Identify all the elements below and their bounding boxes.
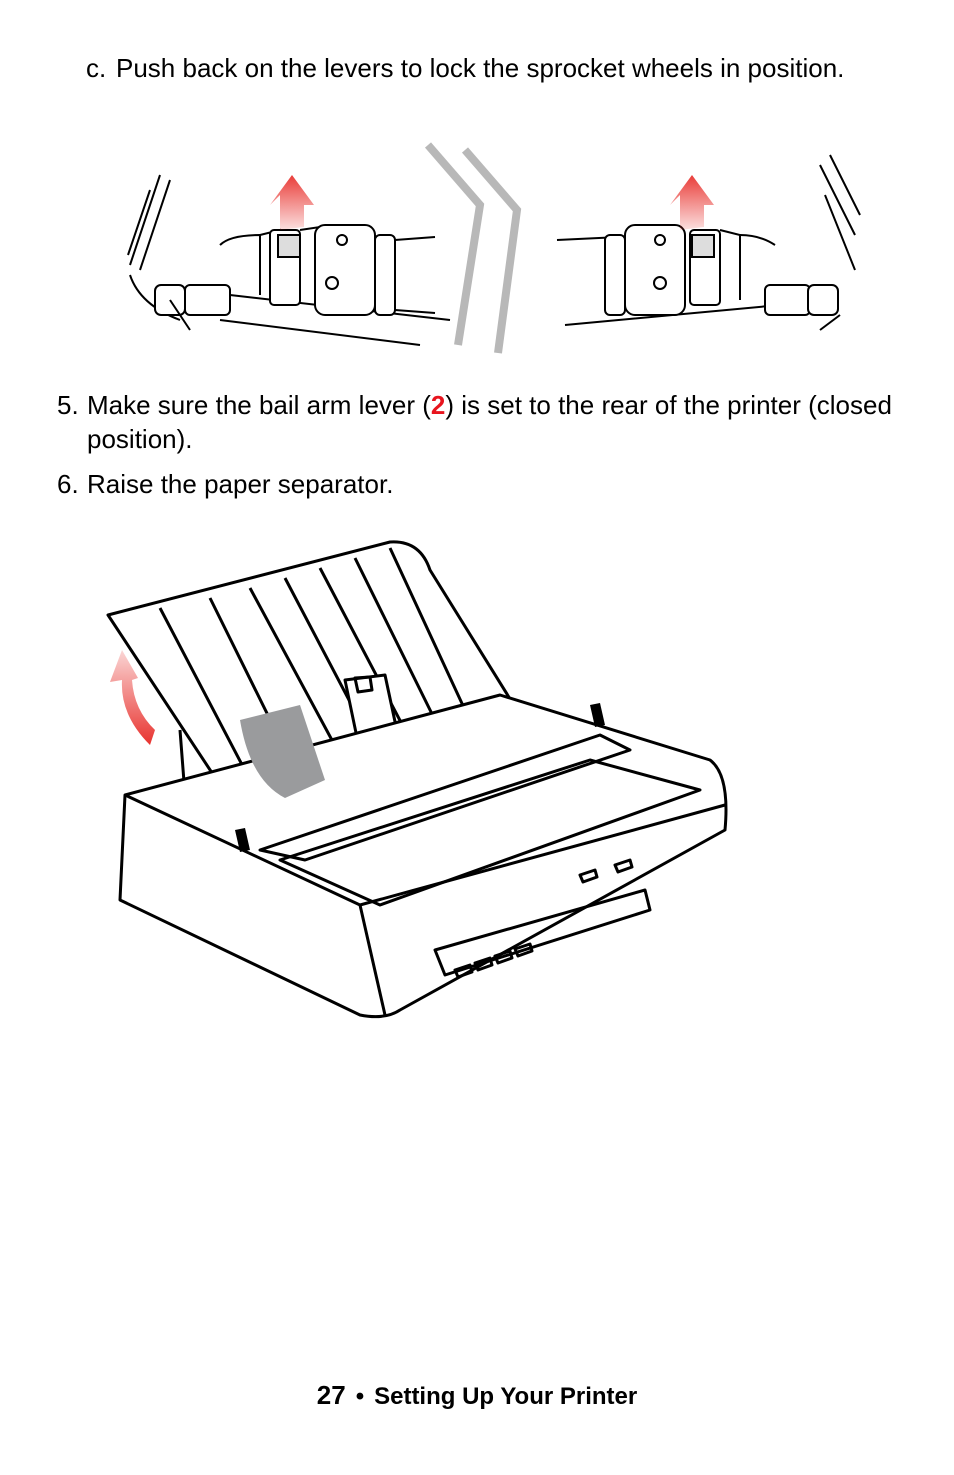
arrow-up-left — [270, 175, 314, 230]
sprocket-right — [557, 155, 860, 330]
section-title: Setting Up Your Printer — [374, 1383, 638, 1410]
printer-paper-separator-illustration — [100, 530, 740, 1030]
page-footer — [0, 1378, 954, 1414]
footer-separator: • — [355, 1383, 365, 1410]
step-6-text: Raise the paper separator. — [87, 469, 394, 499]
page-number: 27 — [316, 1380, 346, 1410]
step-c-number: c. — [86, 53, 107, 83]
bail-arm-reference: 2 — [430, 390, 446, 420]
step-c-text: Push back on the levers to lock the sprocket wheels in position. — [116, 53, 845, 83]
break-line-1 — [428, 145, 480, 345]
step-5-text — [87, 388, 917, 456]
sprocket-lock-illustration — [120, 135, 865, 365]
step-5-text-before: Make sure the bail arm lever ( — [87, 390, 431, 420]
arrow-up-right — [670, 175, 714, 230]
step-5-text-after: ) is set to the rear of the printer (closed position). — [87, 390, 892, 454]
step-6-number: 6. — [57, 469, 79, 499]
step-5-number: 5. — [57, 390, 79, 420]
